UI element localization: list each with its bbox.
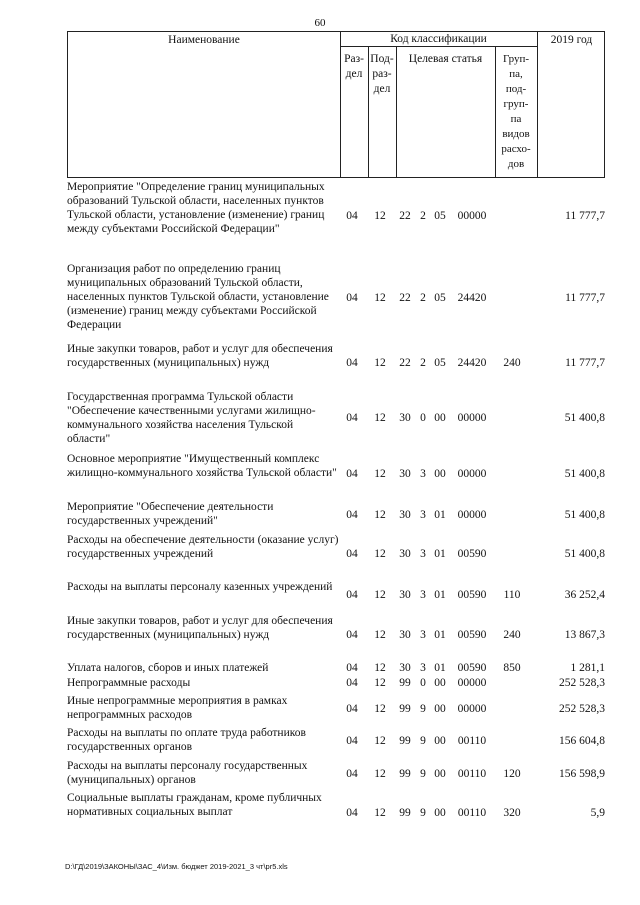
header-target: Целевая статья	[408, 53, 483, 65]
row-sum: 252 528,3	[559, 677, 605, 689]
header-year: 2019 год	[550, 34, 593, 46]
row-name: Иные закупки товаров, работ и услуг для обеспечения государственных (муниципальных) нужд	[67, 615, 333, 641]
row-name: Основное мероприятие "Имущественный комплекс жилищно-коммунального хозяйства Тульской области"	[67, 453, 337, 479]
row-cs-direction: 00000	[457, 677, 487, 689]
row-sum: 11 777,7	[565, 292, 605, 304]
row-razdel: 04	[346, 509, 358, 521]
header-podrazdel: Под- раз- дел	[370, 53, 394, 95]
row-cs-subprogram: 3	[420, 662, 426, 674]
row-sum: 51 400,8	[564, 468, 605, 480]
header-name: Наименование	[168, 34, 240, 46]
row-group: 240	[503, 357, 521, 369]
row-podrazdel: 12	[374, 548, 386, 560]
row-cs-program: 99	[399, 768, 411, 780]
row-razdel: 04	[346, 357, 358, 369]
row-cs-direction: 00000	[457, 509, 487, 521]
row-cs-program: 99	[399, 807, 411, 819]
row-cs-direction: 00000	[457, 703, 487, 715]
row-cs-event: 00	[434, 677, 446, 689]
row-name: Расходы на обеспечение деятельности (оказание услуг) государственных учреждений	[67, 534, 339, 560]
row-cs-direction: 00000	[457, 412, 487, 424]
row-cs-event: 01	[434, 662, 446, 674]
row-cs-program: 30	[399, 548, 411, 560]
row-cs-program: 99	[399, 735, 411, 747]
row-razdel: 04	[346, 703, 358, 715]
row-cs-direction: 00000	[457, 468, 487, 480]
row-cs-event: 00	[434, 468, 446, 480]
row-name: Социальные выплаты гражданам, кроме публичных нормативных социальных выплат	[67, 792, 322, 818]
row-razdel: 04	[346, 807, 358, 819]
row-razdel: 04	[346, 735, 358, 747]
row-cs-direction: 00110	[457, 807, 487, 819]
row-sum: 11 777,7	[565, 210, 605, 222]
row-cs-direction: 00590	[457, 548, 487, 560]
row-cs-event: 00	[434, 807, 446, 819]
row-name: Непрограммные расходы	[67, 677, 191, 689]
row-sum: 156 598,9	[559, 768, 605, 780]
row-cs-subprogram: 0	[420, 677, 426, 689]
row-razdel: 04	[346, 589, 358, 601]
header-group: Груп- па, под- груп- па видов расхо- дов	[501, 53, 531, 170]
row-cs-subprogram: 3	[420, 589, 426, 601]
row-cs-program: 99	[399, 703, 411, 715]
row-podrazdel: 12	[374, 629, 386, 641]
row-podrazdel: 12	[374, 677, 386, 689]
row-sum: 252 528,3	[559, 703, 605, 715]
row-cs-direction: 00590	[457, 662, 487, 674]
row-cs-program: 30	[399, 662, 411, 674]
file-path: D:\ГД\2019\ЗАКОНЫ\ЗАС_4\Изм. бюджет 2019-2021_3 чт\pr5.xls	[65, 862, 288, 871]
row-podrazdel: 12	[374, 292, 386, 304]
row-name: Уплата налогов, сборов и иных платежей	[67, 662, 269, 674]
row-name: Расходы на выплаты персоналу казенных учреждений	[67, 581, 333, 593]
row-podrazdel: 12	[374, 768, 386, 780]
page-number: 60	[314, 17, 326, 29]
row-razdel: 04	[346, 662, 358, 674]
row-razdel: 04	[346, 768, 358, 780]
row-cs-subprogram: 2	[420, 292, 426, 304]
row-podrazdel: 12	[374, 703, 386, 715]
header-razdel: Раз- дел	[344, 53, 364, 80]
row-razdel: 04	[346, 548, 358, 560]
row-cs-direction: 00590	[457, 589, 487, 601]
row-cs-event: 00	[434, 703, 446, 715]
row-cs-event: 00	[434, 412, 446, 424]
row-cs-event: 05	[434, 210, 446, 222]
row-cs-program: 30	[399, 412, 411, 424]
row-cs-program: 22	[399, 292, 411, 304]
row-razdel: 04	[346, 210, 358, 222]
row-cs-subprogram: 9	[420, 768, 426, 780]
row-cs-program: 22	[399, 210, 411, 222]
row-cs-subprogram: 9	[420, 735, 426, 747]
row-sum: 5,9	[590, 807, 605, 819]
row-cs-subprogram: 9	[420, 703, 426, 715]
row-razdel: 04	[346, 629, 358, 641]
row-podrazdel: 12	[374, 412, 386, 424]
row-name: Расходы на выплаты по оплате труда работников государственных органов	[67, 727, 306, 753]
table-header	[67, 31, 605, 178]
row-group: 120	[503, 768, 521, 780]
row-cs-program: 99	[399, 677, 411, 689]
row-podrazdel: 12	[374, 807, 386, 819]
row-cs-subprogram: 2	[420, 357, 426, 369]
row-podrazdel: 12	[374, 468, 386, 480]
row-razdel: 04	[346, 677, 358, 689]
row-cs-program: 22	[399, 357, 411, 369]
row-cs-direction: 24420	[457, 357, 487, 369]
row-name: Иные непрограммные мероприятия в рамках непрограммных расходов	[67, 695, 288, 721]
row-name: Расходы на выплаты персоналу государственных (муниципальных) органов	[67, 760, 308, 786]
row-podrazdel: 12	[374, 589, 386, 601]
row-cs-event: 01	[434, 548, 446, 560]
row-sum: 11 777,7	[565, 357, 605, 369]
row-cs-subprogram: 2	[420, 210, 426, 222]
row-sum: 36 252,4	[564, 589, 605, 601]
row-razdel: 04	[346, 412, 358, 424]
row-cs-event: 05	[434, 357, 446, 369]
row-cs-event: 00	[434, 735, 446, 747]
row-sum: 156 604,8	[559, 735, 605, 747]
row-cs-event: 00	[434, 768, 446, 780]
row-podrazdel: 12	[374, 509, 386, 521]
row-name: Организация работ по определению границ муниципальных образований Тульской области, населенных пунктов Тульской области, установление (изменение) границ между субъектами Российской Федерации	[67, 263, 329, 331]
row-podrazdel: 12	[374, 735, 386, 747]
row-cs-program: 30	[399, 509, 411, 521]
row-sum: 13 867,3	[564, 629, 605, 641]
row-cs-subprogram: 3	[420, 548, 426, 560]
row-sum: 51 400,8	[564, 548, 605, 560]
row-cs-event: 01	[434, 509, 446, 521]
row-cs-direction: 00590	[457, 629, 487, 641]
row-cs-direction: 00110	[457, 768, 487, 780]
row-cs-direction: 24420	[457, 292, 487, 304]
row-name: Мероприятие "Обеспечение деятельности государственных учреждений"	[67, 501, 274, 527]
row-sum: 51 400,8	[564, 412, 605, 424]
header-code-group: Код классификации	[390, 33, 487, 45]
row-group: 320	[503, 807, 521, 819]
row-cs-program: 30	[399, 589, 411, 601]
row-cs-subprogram: 3	[420, 509, 426, 521]
row-cs-event: 01	[434, 589, 446, 601]
row-cs-subprogram: 3	[420, 468, 426, 480]
row-podrazdel: 12	[374, 662, 386, 674]
row-group: 240	[503, 629, 521, 641]
row-cs-event: 05	[434, 292, 446, 304]
row-sum: 51 400,8	[564, 509, 605, 521]
row-cs-program: 30	[399, 468, 411, 480]
row-group: 110	[503, 589, 521, 601]
row-name: Иные закупки товаров, работ и услуг для обеспечения государственных (муниципальных) нужд	[67, 343, 333, 369]
row-cs-direction: 00110	[457, 735, 487, 747]
row-cs-event: 01	[434, 629, 446, 641]
row-name: Мероприятие "Определение границ муниципальных образований Тульской области, населенных пунктов Тульской области, установление (изменение) границ между субъектами Российской Федерации"	[67, 181, 325, 235]
row-razdel: 04	[346, 292, 358, 304]
row-name: Государственная программа Тульской области "Обеспечение качественными услугами жилищно-коммунального хозяйства населения Тульской области"	[67, 391, 316, 445]
row-podrazdel: 12	[374, 357, 386, 369]
row-podrazdel: 12	[374, 210, 386, 222]
row-cs-program: 30	[399, 629, 411, 641]
row-cs-subprogram: 9	[420, 807, 426, 819]
row-group: 850	[503, 662, 521, 674]
row-cs-direction: 00000	[457, 210, 487, 222]
row-sum: 1 281,1	[570, 662, 605, 674]
row-cs-subprogram: 3	[420, 629, 426, 641]
row-razdel: 04	[346, 468, 358, 480]
row-cs-subprogram: 0	[420, 412, 426, 424]
